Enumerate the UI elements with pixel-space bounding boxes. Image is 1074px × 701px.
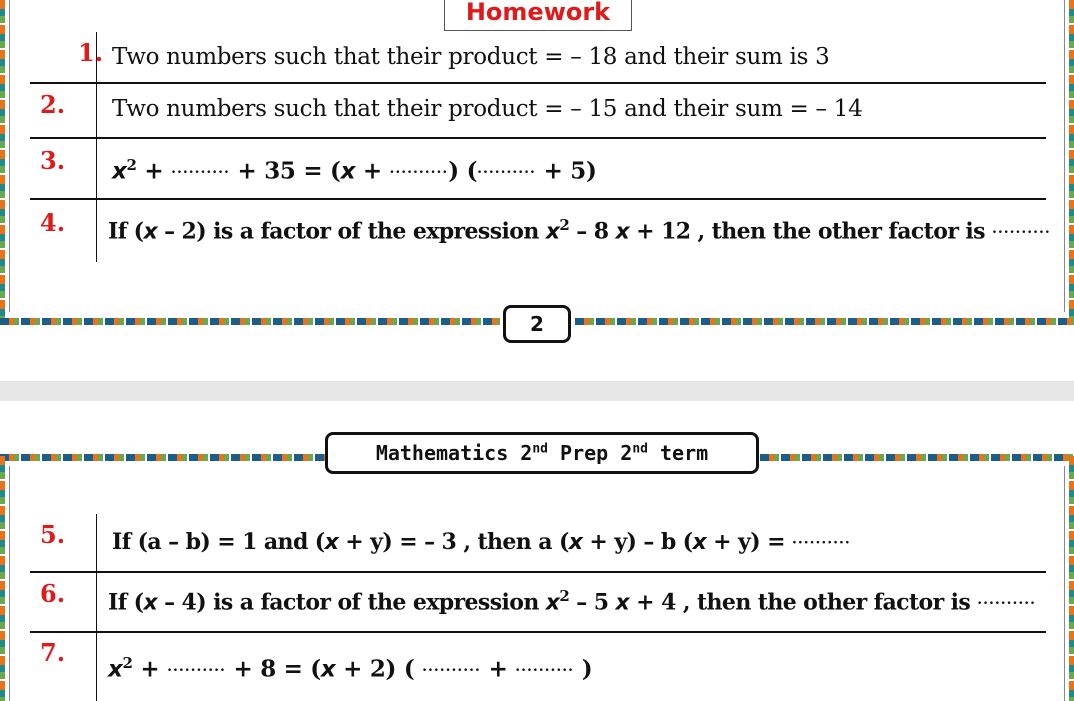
question-number: 1.	[78, 38, 104, 67]
right-decorative-border	[1069, 456, 1074, 701]
left-decorative-border	[0, 0, 5, 320]
question-number: 5.	[40, 520, 66, 549]
answer-blank: ··········	[991, 224, 1051, 241]
term-label: Mathematics 2nd Prep 2nd term	[325, 432, 759, 474]
answer-blank: ··········	[389, 164, 449, 181]
right-inner-rule	[1064, 466, 1065, 701]
question-number: 3.	[40, 146, 66, 175]
page-number: 2	[503, 305, 571, 343]
bottom-decorative-border-right	[575, 318, 1074, 325]
question-text: Two numbers such that their product = – 18 and their sum is 3	[112, 44, 830, 70]
left-inner-rule	[9, 0, 10, 312]
left-inner-rule	[9, 466, 10, 701]
question-text: $x^2$ + ·········· + 35 = (x + ··········) (·········· + 5)	[112, 156, 597, 185]
row-divider	[30, 571, 1046, 573]
answer-blank: ··········	[515, 662, 574, 679]
top-decorative-border-right	[760, 454, 1074, 461]
question-number: 2.	[40, 90, 66, 119]
homework-title: Homework	[444, 0, 632, 31]
worksheet-page-1	[0, 0, 1074, 336]
question-number: 4.	[40, 208, 66, 237]
question-number: 7.	[40, 638, 66, 667]
question-text: $x^2$ + ·········· + 8 = (x + 2) ( ·········· + ·········· )	[108, 654, 593, 683]
answer-blank: ··········	[977, 595, 1037, 612]
right-inner-rule	[1064, 0, 1065, 312]
page-separator	[0, 381, 1074, 401]
question-text: If (x – 4) is a factor of the expression $x^2 - 5$ x + 4 , then the other factor is ··········	[108, 587, 1037, 616]
number-column-divider	[96, 514, 97, 701]
question-text: If (x – 2) is a factor of the expression $x^2 - 8$ x + 12 , then the other factor is ··········	[108, 216, 1051, 245]
row-divider	[30, 198, 1046, 200]
row-divider	[30, 631, 1046, 633]
question-text: Two numbers such that their product = – 15 and their sum = – 14	[112, 96, 863, 122]
answer-blank: ··········	[477, 164, 536, 181]
top-decorative-border-left	[0, 454, 325, 461]
worksheet-page-2	[0, 436, 1074, 701]
row-divider	[30, 137, 1046, 139]
question-number: 6.	[40, 579, 66, 608]
answer-blank: ··········	[792, 535, 851, 551]
row-divider	[30, 82, 1046, 84]
answer-blank: ··········	[422, 662, 481, 679]
left-decorative-border	[0, 456, 5, 701]
answer-blank: ··········	[171, 164, 230, 181]
question-text: If (a – b) = 1 and (x + y) = – 3 , then a (x + y) – b (x + y) = ··········	[112, 529, 851, 555]
right-decorative-border	[1069, 0, 1074, 320]
answer-blank: ··········	[167, 662, 226, 679]
bottom-decorative-border-left	[0, 318, 500, 325]
